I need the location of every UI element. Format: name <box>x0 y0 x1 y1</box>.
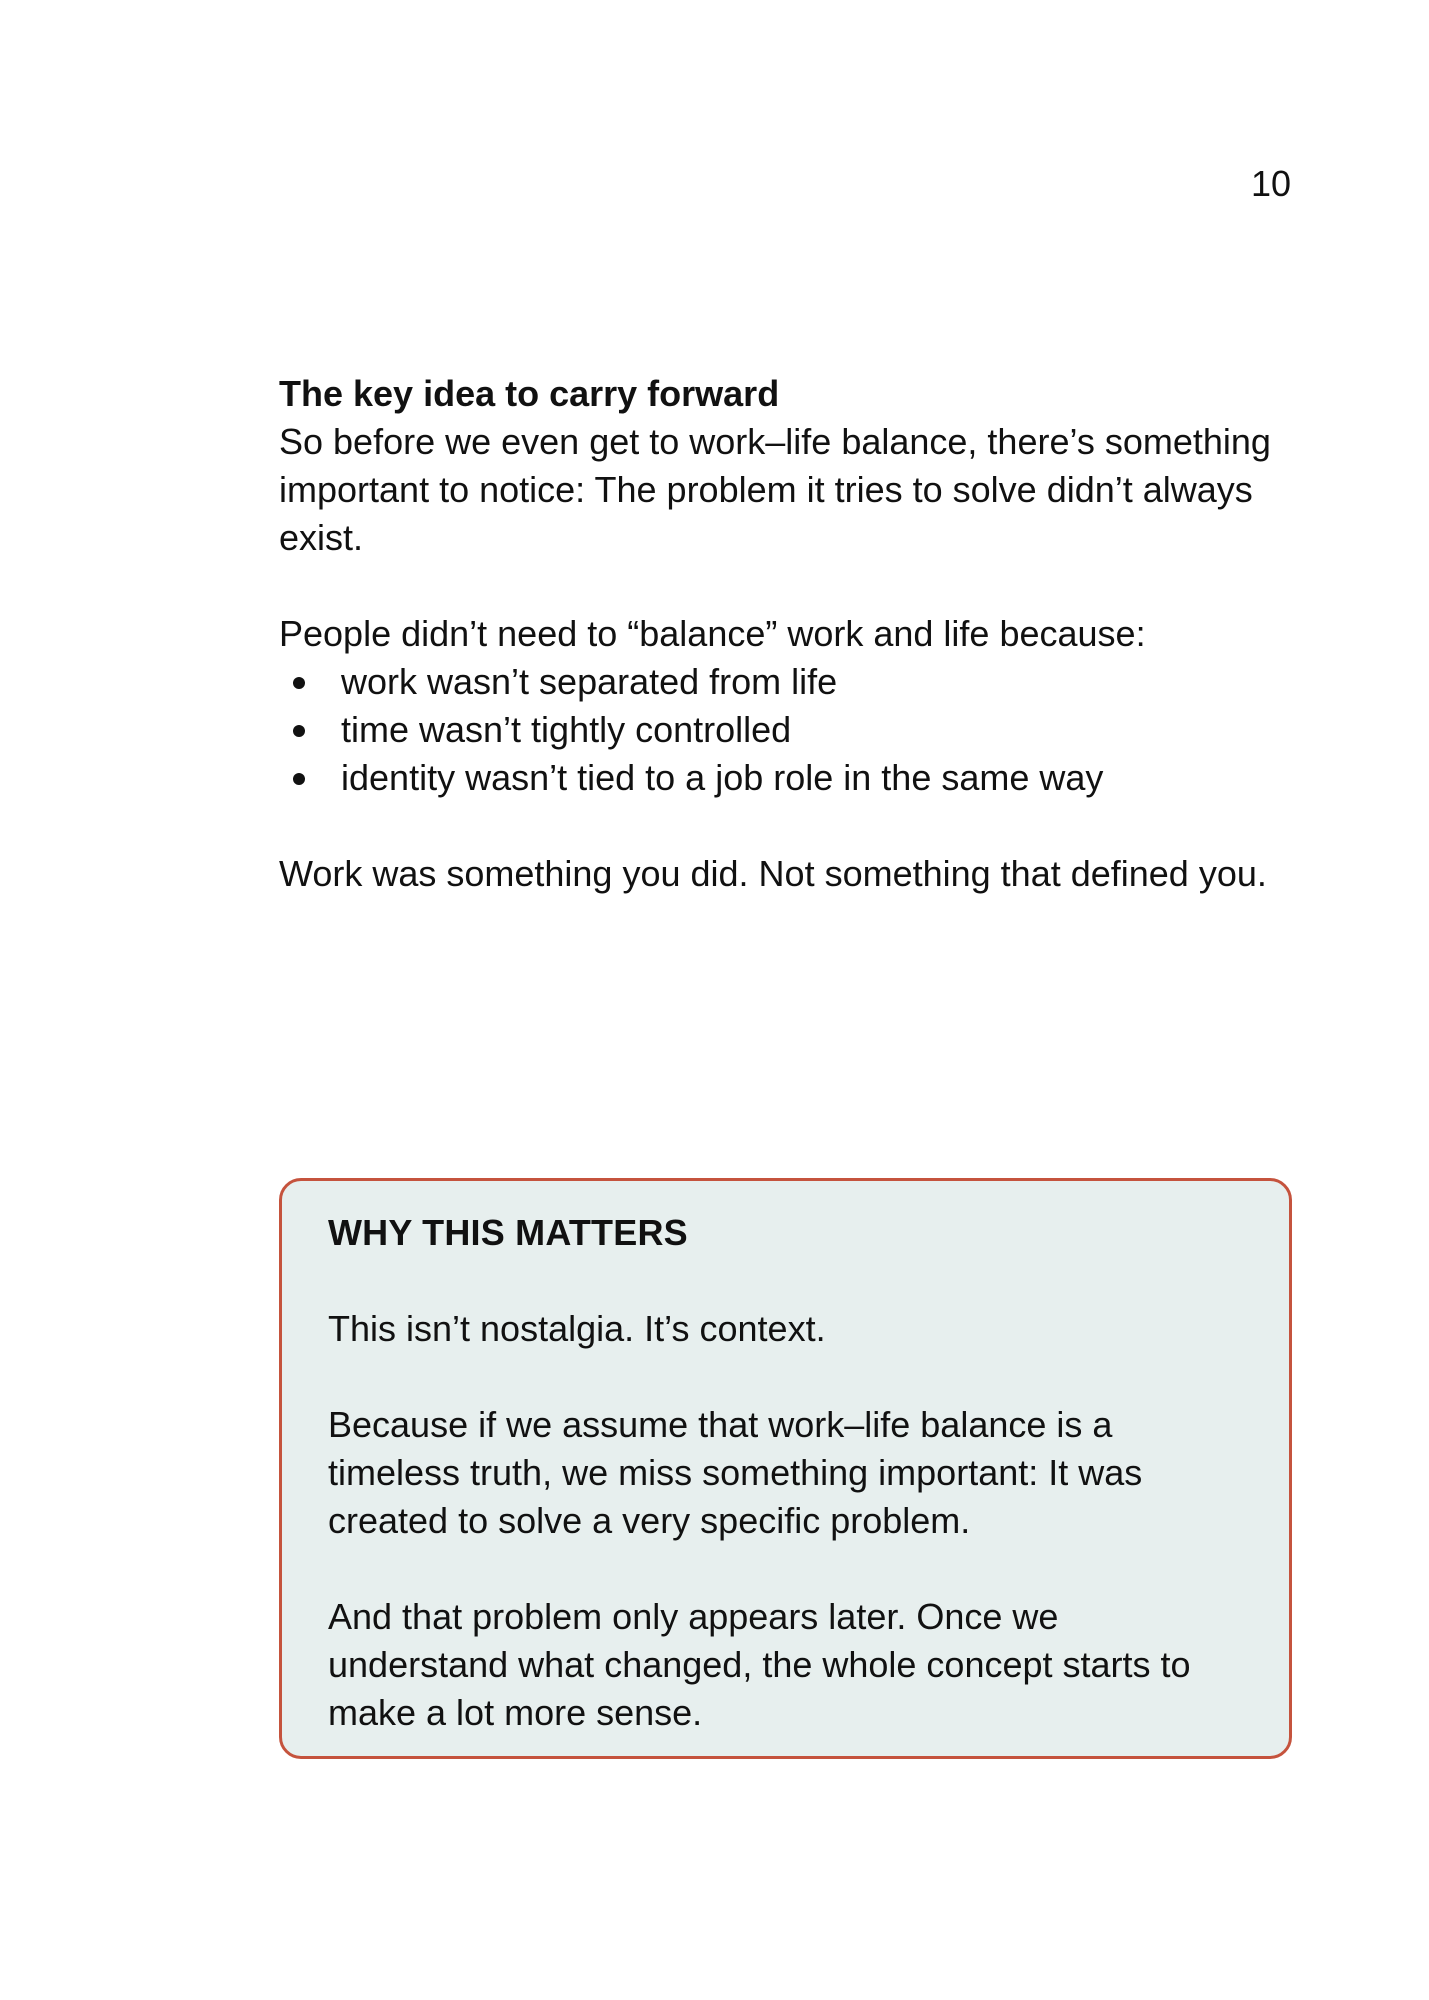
callout-paragraph: Because if we assume that work–life balance is a timeless truth, we miss something important: It was created to solve a very specific problem. <box>328 1404 1143 1541</box>
callout-paragraph: This isn’t nostalgia. It’s context. <box>328 1308 826 1349</box>
bullet-text: time wasn’t tightly controlled <box>341 709 792 750</box>
spacer <box>328 1353 1243 1401</box>
why-this-matters-callout <box>279 1178 1292 1759</box>
bullet-text: work wasn’t separated from life <box>341 661 838 702</box>
page-number: 10 <box>1250 163 1291 204</box>
spacer <box>279 802 1291 850</box>
spacer <box>328 1545 1243 1593</box>
bullet-icon <box>293 773 305 785</box>
lead-paragraph: People didn’t need to “balance” work and life because: <box>279 613 1146 654</box>
bullet-item <box>279 754 1291 802</box>
bullet-icon <box>293 725 305 737</box>
callout-paragraph: And that problem only appears later. Once we understand what changed, the whole concept starts to make a lot more sense. <box>328 1596 1191 1733</box>
callout-title: WHY THIS MATTERS <box>328 1212 688 1253</box>
intro-paragraph: So before we even get to work–life balance, there’s something important to notice: The problem it tries to solve didn’t always exist. <box>279 421 1271 558</box>
bullet-item <box>279 706 1291 754</box>
bullet-text: identity wasn’t tied to a job role in the same way <box>341 757 1104 798</box>
closing-paragraph: Work was something you did. Not something that defined you. <box>279 853 1267 894</box>
spacer <box>328 1257 1243 1305</box>
spacer <box>279 562 1291 610</box>
bullet-item <box>279 658 1291 706</box>
bullet-icon <box>293 677 305 689</box>
bullet-list <box>279 658 1291 802</box>
section-heading: The key idea to carry forward <box>279 373 780 414</box>
main-section <box>279 370 1291 898</box>
